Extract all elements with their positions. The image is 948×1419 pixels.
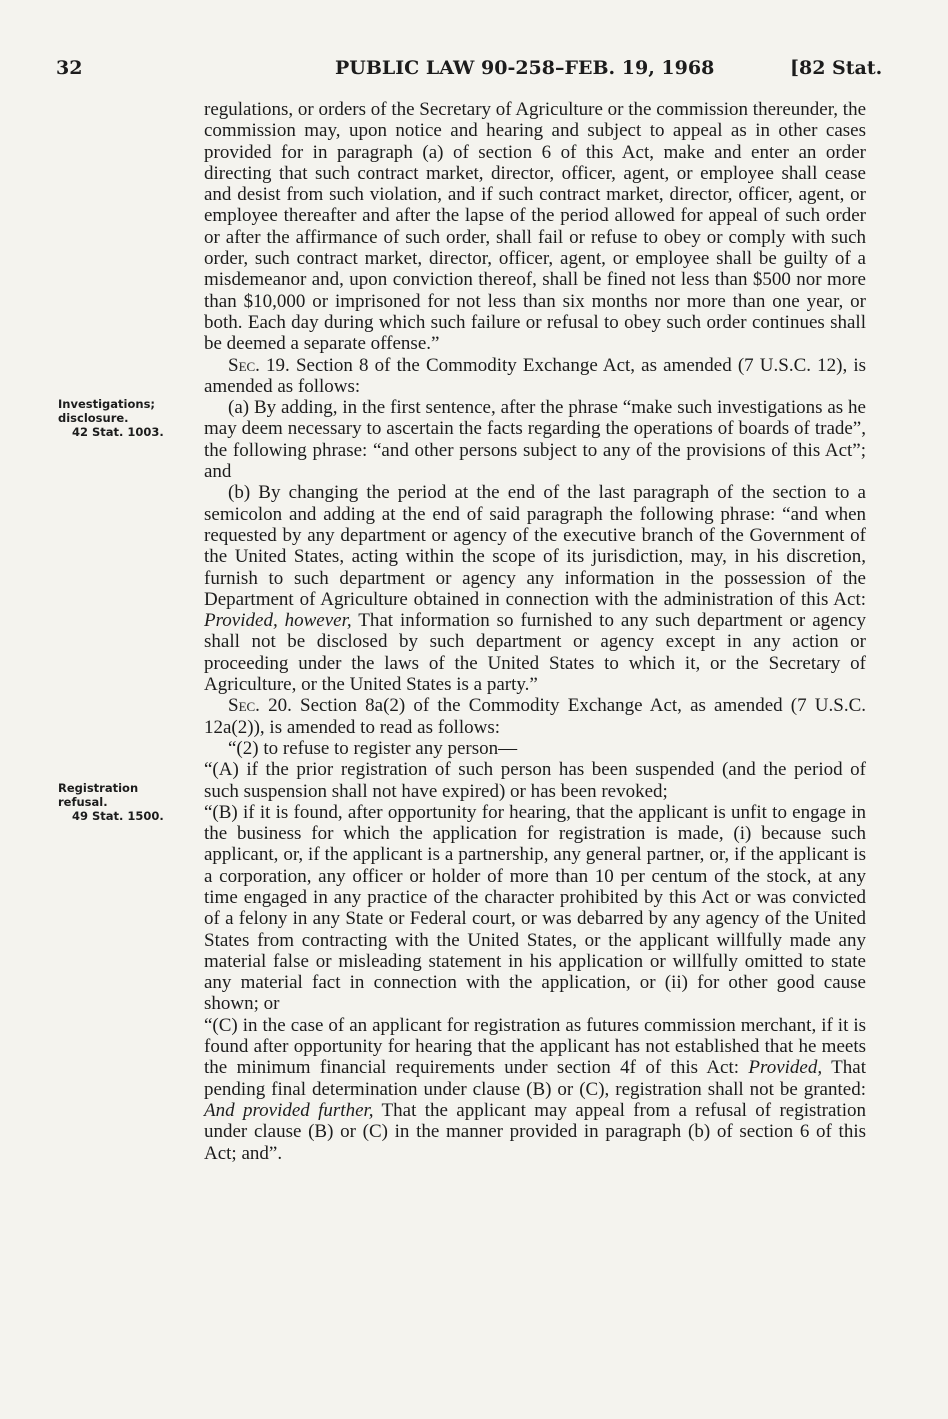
section-text: Section 8 of the Commodity Exchange Act, as amended (7 U.S.C. 12), is amended as follows: <box>204 354 866 397</box>
margin-note-line: Registration <box>58 781 139 795</box>
text-run: “(C) in the case of an applicant for registration as futures commission merchant, if it is found after opportunity for hearing that the applicant has not established that he meets the minimum financial requirements under section 4f of this Act: <box>204 1014 866 1079</box>
section-label: Sec. 19. <box>228 354 290 376</box>
margin-note-line: refusal. <box>58 795 108 809</box>
proviso-term: Provided, <box>748 1057 823 1079</box>
section-19 <box>204 355 866 398</box>
section-20-clause-c <box>204 1015 866 1164</box>
text-run: That information so furnished to any such department or agency shall not be disclosed by such department or agency except in any action or proceeding under the laws of the United States to which it, or the Secretary of Agriculture, or the United States is a party.” <box>204 610 866 696</box>
margin-note-investigations <box>58 397 164 439</box>
text-run: That pending final determination under clause (B) or (C), registration shall not be granted: <box>204 1057 866 1100</box>
proviso-term: Provided, however, <box>204 610 352 632</box>
section-19-a: (a) By adding, in the first sentence, after the phrase “make such investigations as he may deem necessary to ascertain the facts regarding the operations of boards of trade”, the following phrase: “and other persons subject to any of the provisions of this Act”; and <box>204 397 866 483</box>
page-header <box>0 57 948 87</box>
text-run: That the applicant may appeal from a refusal of registration under clause (B) or (C) in the manner provided in paragraph (b) of section 6 of this Act; and”. <box>204 1099 866 1164</box>
margin-note-citation: 49 Stat. 1500. <box>72 809 164 823</box>
section-20 <box>204 695 866 738</box>
page-number: 32 <box>56 57 83 79</box>
statute-body <box>204 99 866 1164</box>
section-19-b <box>204 482 866 695</box>
text-run: (b) By changing the period at the end of the last paragraph of the section to a semicolon and adding at the end of said paragraph the following phrase: “and when requested by any department or agency of the executive branch of the Government of the United States, acting within the scope of its jurisdiction, may, in his discretion, furnish to such department or agency any information in the possession of the Department of Agriculture obtained in connection with the administration of this Act: <box>204 482 866 610</box>
section-20-paragraph-2: “(2) to refuse to register any person— <box>228 737 518 759</box>
margin-note-line: disclosure. <box>58 411 129 425</box>
paragraph-continuation: regulations, or orders of the Secretary of Agriculture or the commission thereunder, the commission may, upon notice and hearing and subject to appeal as in other cases provided for in paragraph (a) of section 6 of this Act, make and enter an order directing that such contract market, director, officer, agent, or employee shall cease and desist from such violation, and if such contract market, director, officer, agent, or employee thereafter and after the lapse of the period allowed for appeal of such order or after the affirmance of such order, shall fail or refuse to obey or comply with such order, such contract market, director, officer, agent, or employee shall be guilty of a misdemeanor and, upon conviction thereof, shall be fined not less than $500 nor more than $10,000 or imprisoned for not less than six months nor more than one year, or both. Each day during which such failure or refusal to obey such order continues shall be deemed a separate offense.” <box>204 99 866 355</box>
running-title: PUBLIC LAW 90-258–FEB. 19, 1968 <box>335 57 715 79</box>
section-label: Sec. 20. <box>228 695 292 717</box>
proviso-term: And provided further, <box>204 1099 374 1121</box>
section-20-clause-a: “(A) if the prior registration of such person has been suspended (and the period of such suspension shall not have expired) or has been revoked; <box>204 759 866 802</box>
section-20-clause-b: “(B) if it is found, after opportunity for hearing, that the applicant is unfit to engage in the business for which the application for registration is made, (i) because such applicant, or, if the applicant is a partnership, any general partner, or, if the applicant is a corporation, any officer or holder of more than 10 per centum of the stock, at any time engaged in any practice of the character prohibited by this Act or was convicted of a felony in any State or Federal court, or was debarred by any agency of the United States from contracting with the United States, or the applicant willfully made any material false or misleading statement in his application or willfully omitted to state any material fact in connection with the application, or (ii) for other good cause shown; or <box>204 801 866 1015</box>
margin-note-registration <box>58 781 164 823</box>
statute-reference: [82 Stat. <box>790 57 883 79</box>
margin-note-citation: 42 Stat. 1003. <box>72 425 164 439</box>
margin-note-line: Investigations; <box>58 397 156 411</box>
section-text: Section 8a(2) of the Commodity Exchange Act, as amended (7 U.S.C. 12a(2)), is amended to read as follows: <box>204 695 866 738</box>
